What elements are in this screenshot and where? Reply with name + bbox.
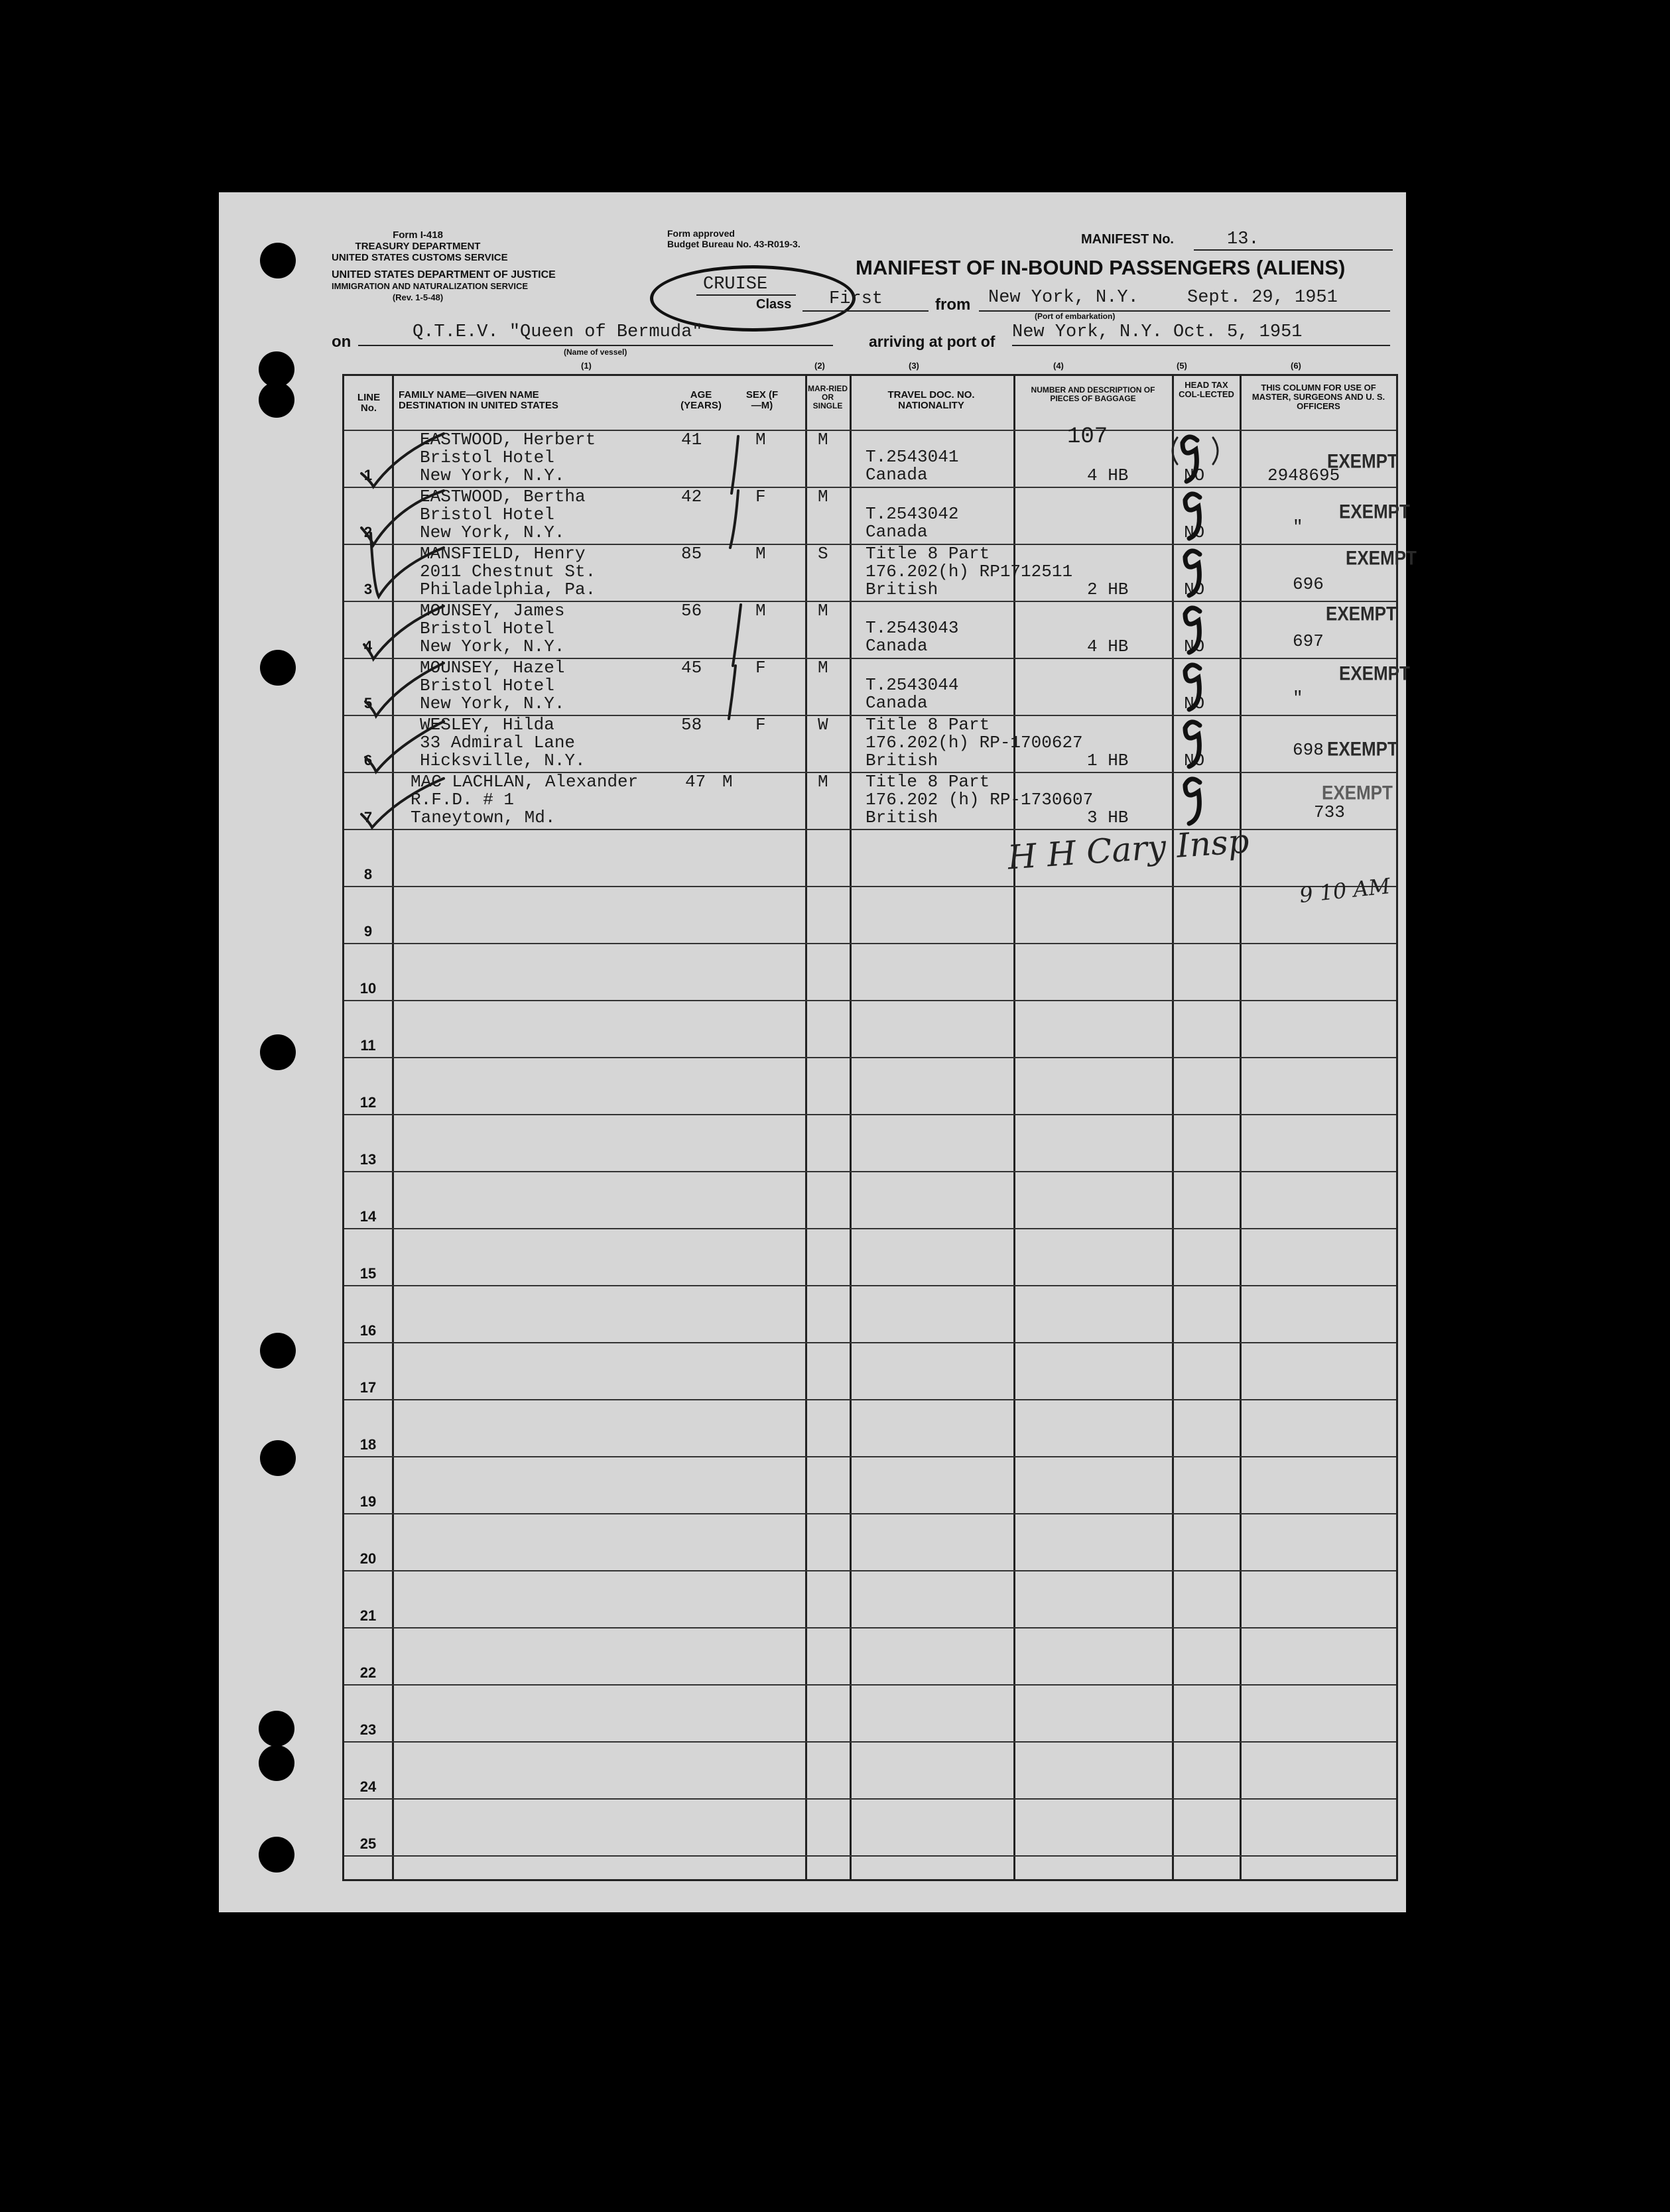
doc-title: Title 8 Part bbox=[866, 544, 990, 564]
col-head-baggage: NUMBER AND DESCRIPTION OF PIECES OF BAGGAGE bbox=[1031, 385, 1155, 403]
doc-number: T.2543043 bbox=[866, 618, 959, 638]
marital-status: M bbox=[818, 487, 828, 507]
exempt-stamp: EXEMPT bbox=[1322, 780, 1393, 804]
age: 58 bbox=[681, 715, 702, 735]
baggage-count: 107 bbox=[1067, 424, 1108, 450]
marital-status: S bbox=[818, 544, 828, 564]
marital-status: W bbox=[818, 715, 828, 735]
address-line: Bristol Hotel bbox=[420, 448, 554, 467]
budget-bureau: Budget Bureau No. 43-R019-3. bbox=[667, 239, 801, 249]
col-head-headtax: HEAD TAX COL-LECTED bbox=[1179, 380, 1234, 399]
officer-note: 2948695 bbox=[1267, 465, 1340, 485]
head-tax: NO bbox=[1184, 522, 1205, 542]
address-line: Bristol Hotel bbox=[420, 505, 554, 524]
cruise-label: CRUISE bbox=[703, 275, 768, 294]
name-line: MAC LACHLAN, Alexander bbox=[411, 772, 639, 792]
class-line bbox=[803, 310, 929, 312]
col-head-line: LINE No. bbox=[357, 392, 381, 414]
officer-note: " bbox=[1293, 517, 1303, 537]
name-line: EASTWOOD, Herbert bbox=[420, 430, 596, 450]
city-line: Taneytown, Md. bbox=[411, 808, 556, 828]
nationality: British bbox=[866, 808, 938, 828]
nationality: Canada bbox=[866, 465, 928, 485]
line-number: 16 bbox=[359, 1322, 377, 1339]
manifest-no-value: 13. bbox=[1227, 229, 1259, 249]
sex: F bbox=[755, 715, 766, 735]
arriving-label: arriving at port of bbox=[869, 333, 996, 350]
officer-note: " bbox=[1293, 688, 1303, 708]
class-value: First bbox=[829, 289, 883, 309]
sex: F bbox=[755, 487, 766, 507]
name-line: EASTWOOD, Bertha bbox=[420, 487, 586, 507]
head-tax: NO bbox=[1184, 465, 1205, 485]
age: 45 bbox=[681, 658, 702, 678]
col-head-married: MAR-RIED OR SINGLE bbox=[808, 384, 848, 410]
on-label: on bbox=[332, 333, 352, 351]
line-number: 22 bbox=[359, 1664, 377, 1681]
marital-status: M bbox=[818, 658, 828, 678]
line-number: 24 bbox=[359, 1778, 377, 1795]
line-number: 3 bbox=[363, 581, 373, 597]
sex: M bbox=[755, 430, 766, 450]
age: 85 bbox=[681, 544, 702, 564]
port-embarkation: New York, N.Y. bbox=[988, 288, 1139, 308]
approval-block bbox=[667, 228, 801, 249]
doc-title: Title 8 Part bbox=[866, 772, 990, 792]
city-line: New York, N.Y. bbox=[420, 694, 565, 713]
name-line: WESLEY, Hilda bbox=[420, 715, 554, 735]
departure-date: Sept. 29, 1951 bbox=[1187, 288, 1338, 308]
col-head-travel: TRAVEL DOC. NO. NATIONALITY bbox=[887, 389, 975, 411]
manifest-no-label: MANIFEST No. bbox=[1081, 232, 1174, 247]
age: 42 bbox=[681, 487, 702, 507]
sex: M bbox=[722, 772, 733, 792]
binder-hole bbox=[260, 1333, 296, 1369]
col-num-2: (2) bbox=[814, 361, 825, 371]
binder-hole bbox=[260, 1034, 296, 1070]
age: 56 bbox=[681, 601, 702, 621]
head-tax: NO bbox=[1184, 580, 1205, 599]
manifest-page bbox=[219, 192, 1417, 1912]
cruise-underline bbox=[696, 294, 796, 296]
line-number: 18 bbox=[359, 1436, 377, 1453]
name-line: MOUNSEY, James bbox=[420, 601, 565, 621]
port-caption: (Port of embarkation) bbox=[1035, 312, 1116, 321]
baggage: 4 HB bbox=[1087, 637, 1129, 656]
marital-status: M bbox=[818, 601, 828, 621]
line-number: 7 bbox=[363, 809, 373, 826]
exempt-stamp: EXEMPT bbox=[1326, 601, 1397, 625]
head-tax: NO bbox=[1184, 637, 1205, 656]
col-head-age: AGE (YEARS) bbox=[680, 389, 722, 411]
line-number: 12 bbox=[359, 1094, 377, 1111]
city-line: Philadelphia, Pa. bbox=[420, 580, 596, 599]
line-number: 19 bbox=[359, 1493, 377, 1510]
city-line: Hicksville, N.Y. bbox=[420, 751, 586, 770]
line-number: 1 bbox=[363, 467, 373, 483]
marital-status: M bbox=[818, 430, 828, 450]
col-num-5: (5) bbox=[1177, 361, 1187, 371]
col-head-name: FAMILY NAME—GIVEN NAME DESTINATION IN UNITED STATES bbox=[399, 389, 558, 411]
inspector-signature: H H Cary Insp bbox=[1006, 822, 1251, 877]
doc-number: 176.202 (h) RP-1730607 bbox=[866, 790, 1094, 810]
line-number: 9 bbox=[363, 923, 373, 940]
arriving-line bbox=[1012, 345, 1390, 346]
exempt-stamp: EXEMPT bbox=[1327, 449, 1398, 473]
line-number: 8 bbox=[363, 866, 373, 883]
vessel-line bbox=[358, 345, 833, 346]
address-line: 33 Admiral Lane bbox=[420, 733, 576, 753]
line-number: 11 bbox=[360, 1037, 376, 1054]
binder-hole bbox=[259, 382, 294, 418]
exempt-stamp: EXEMPT bbox=[1346, 546, 1417, 570]
officer-note: 696 bbox=[1293, 574, 1324, 594]
doc-number: T.2543042 bbox=[866, 504, 959, 524]
signature-time: 9 10 AM bbox=[1298, 873, 1391, 908]
nationality: Canada bbox=[866, 693, 928, 713]
age: 41 bbox=[681, 430, 702, 450]
nationality: British bbox=[866, 751, 938, 770]
officer-note: 698 bbox=[1293, 740, 1324, 760]
treasury-dept: TREASURY DEPARTMENT bbox=[355, 241, 481, 252]
arrival-port-date: New York, N.Y. Oct. 5, 1951 bbox=[1012, 322, 1303, 342]
binder-hole bbox=[260, 1440, 296, 1476]
exempt-stamp: EXEMPT bbox=[1327, 737, 1398, 761]
binder-hole bbox=[259, 1711, 294, 1747]
address-line: 2011 Chestnut St. bbox=[420, 562, 596, 582]
line-number: 4 bbox=[363, 638, 373, 654]
passenger-table bbox=[342, 374, 1417, 1881]
doc-number: 176.202(h) RP1712511 bbox=[866, 562, 1073, 582]
form-number: Form I-418 bbox=[393, 229, 443, 241]
sex: M bbox=[755, 601, 766, 621]
sex: F bbox=[755, 658, 766, 678]
class-label: Class bbox=[756, 297, 792, 312]
binder-hole bbox=[259, 1837, 294, 1873]
nationality: British bbox=[866, 580, 938, 599]
address-line: Bristol Hotel bbox=[420, 676, 554, 696]
nationality: Canada bbox=[866, 636, 928, 656]
form-id-block bbox=[332, 229, 508, 263]
col-head-sex: SEX (F—M) bbox=[745, 389, 779, 411]
justice-dept: UNITED STATES DEPARTMENT OF JUSTICE bbox=[332, 269, 556, 280]
baggage: 4 HB bbox=[1087, 465, 1129, 485]
doc-title: Title 8 Part bbox=[866, 715, 990, 735]
nationality: Canada bbox=[866, 522, 928, 542]
line-number: 5 bbox=[363, 695, 373, 711]
col-head-officers: THIS COLUMN FOR USE OF MASTER, SURGEONS AND U. S. OFFICERS bbox=[1252, 383, 1385, 411]
doc-number: 176.202(h) RP-1700627 bbox=[866, 733, 1083, 753]
head-tax: NO bbox=[1184, 694, 1205, 713]
baggage: 1 HB bbox=[1087, 751, 1129, 770]
binder-hole bbox=[259, 1745, 294, 1781]
binder-hole bbox=[260, 243, 296, 278]
baggage: 2 HB bbox=[1087, 580, 1129, 599]
ins-service: IMMIGRATION AND NATURALIZATION SERVICE bbox=[332, 281, 529, 291]
line-number: 20 bbox=[359, 1550, 377, 1567]
col-num-3: (3) bbox=[909, 361, 919, 371]
col-num-6: (6) bbox=[1291, 361, 1301, 371]
name-line: MOUNSEY, Hazel bbox=[420, 658, 565, 678]
line-number: 6 bbox=[363, 752, 373, 768]
line-number: 15 bbox=[359, 1265, 377, 1282]
vessel-name: Q.T.E.V. "Queen of Bermuda" bbox=[413, 322, 703, 342]
name-line: MANSFIELD, Henry bbox=[420, 544, 586, 564]
handwritten-annotations bbox=[344, 374, 1396, 1879]
doc-number: T.2543044 bbox=[866, 675, 959, 695]
city-line: New York, N.Y. bbox=[420, 465, 565, 485]
line-number: 13 bbox=[359, 1151, 377, 1168]
address-line: Bristol Hotel bbox=[420, 619, 554, 639]
line-number: 23 bbox=[359, 1721, 377, 1738]
revision: (Rev. 1-5-48) bbox=[392, 292, 444, 302]
address-line: R.F.D. # 1 bbox=[411, 790, 515, 810]
officer-note: 733 bbox=[1314, 802, 1345, 822]
line-number: 10 bbox=[359, 980, 377, 997]
form-approved: Form approved bbox=[667, 228, 735, 239]
head-tax: NO bbox=[1184, 751, 1205, 770]
baggage: 3 HB bbox=[1087, 808, 1129, 828]
line-number: 17 bbox=[359, 1379, 377, 1396]
sex: M bbox=[755, 544, 766, 564]
age: 47 bbox=[685, 772, 706, 792]
city-line: New York, N.Y. bbox=[420, 522, 565, 542]
line-number: 21 bbox=[359, 1607, 377, 1624]
exempt-stamp: EXEMPT bbox=[1339, 499, 1410, 523]
vessel-caption: (Name of vessel) bbox=[564, 347, 627, 357]
exempt-stamp: EXEMPT bbox=[1339, 661, 1410, 685]
binder-hole bbox=[260, 650, 296, 686]
city-line: New York, N.Y. bbox=[420, 637, 565, 656]
line-number: 14 bbox=[359, 1208, 377, 1225]
manifest-no-line bbox=[1194, 249, 1393, 251]
customs-service: UNITED STATES CUSTOMS SERVICE bbox=[332, 252, 508, 263]
col-num-1: (1) bbox=[581, 361, 592, 371]
marital-status: M bbox=[818, 772, 828, 792]
col-num-4: (4) bbox=[1053, 361, 1064, 371]
line-number: 2 bbox=[363, 524, 373, 540]
justice-block bbox=[332, 269, 556, 303]
from-label: from bbox=[935, 296, 971, 314]
officer-note: 697 bbox=[1293, 631, 1324, 651]
line-number: 25 bbox=[359, 1835, 377, 1852]
doc-number: T.2543041 bbox=[866, 447, 959, 467]
manifest-title: MANIFEST OF IN-BOUND PASSENGERS (ALIENS) bbox=[856, 256, 1346, 279]
